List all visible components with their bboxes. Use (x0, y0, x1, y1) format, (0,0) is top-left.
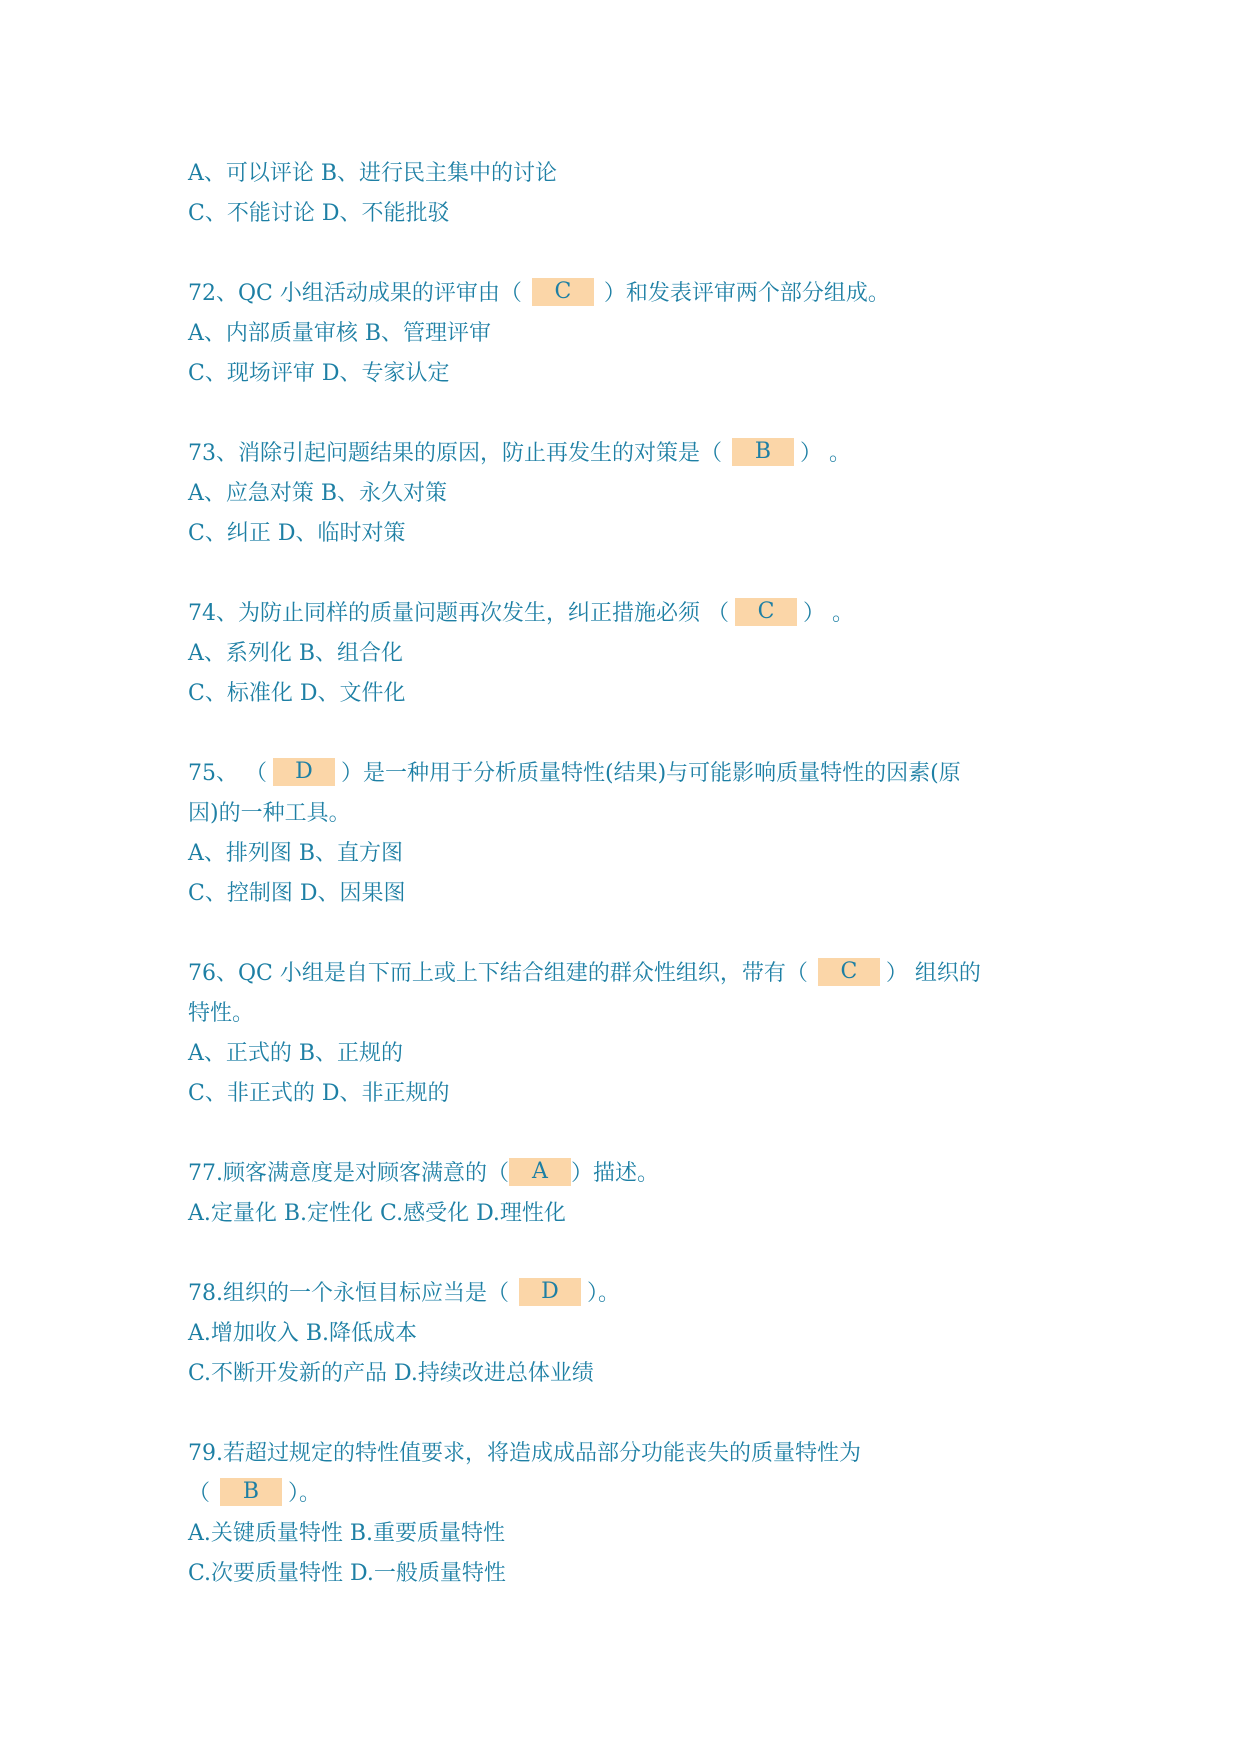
q79-options-cd: C.次要质量特性 D.一般质量特性 (188, 1561, 506, 1586)
q71-options-ab: A、可以评论 B、进行民主集中的讨论 (188, 161, 558, 186)
q79-options-ab: A.关键质量特性 B.重要质量特性 (188, 1521, 506, 1546)
q74-options-cd: C、标准化 D、文件化 (188, 681, 406, 706)
q76-stem-line2: 特性。 (188, 1001, 255, 1026)
q74-stem-before: 74、为防止同样的质量问题再次发生，纠正措施必须 （ (188, 601, 729, 626)
q77-answer-box: A (509, 1158, 571, 1186)
q76-stem (188, 959, 981, 989)
q73-stem-after: ） 。 (800, 441, 851, 466)
q72-options-ab: A、内部质量审核 B、管理评审 (188, 321, 492, 346)
q75-stem-before: 75、 （ (188, 761, 267, 786)
q77-stem-before: 77.顾客满意度是对顾客满意的（ (188, 1161, 509, 1186)
q72-stem-before: 72、QC 小组活动成果的评审由（ (188, 281, 522, 306)
q76-answer-box: C (818, 958, 880, 986)
q79-stem-after: ）。 (288, 1481, 322, 1506)
q72-options-cd: C、现场评审 D、专家认定 (188, 361, 450, 386)
q73-stem (188, 439, 851, 469)
q74-answer-box: C (735, 598, 797, 626)
q75-options-ab: A、排列图 B、直方图 (188, 841, 404, 866)
q71-options-cd: C、不能讨论 D、不能批驳 (188, 201, 450, 226)
q79-stem-line2 (188, 1479, 321, 1509)
q73-options-ab: A、应急对策 B、永久对策 (188, 481, 448, 506)
q79-stem-line1: 79.若超过规定的特性值要求，将造成成品部分功能丧失的质量特性为 (188, 1441, 861, 1466)
q76-stem-after: ） 组织的 (885, 961, 981, 986)
q79-stem-before: （ (188, 1481, 211, 1506)
q74-stem-after: ） 。 (803, 601, 854, 626)
q79-answer-box: B (220, 1478, 282, 1506)
q76-options-ab: A、正式的 B、正规的 (188, 1041, 404, 1066)
q78-stem-after: ）。 (587, 1281, 621, 1306)
q73-options-cd: C、纠正 D、临时对策 (188, 521, 406, 546)
q73-stem-before: 73、消除引起问题结果的原因，防止再发生的对策是（ (188, 441, 722, 466)
q78-options-cd: C.不断开发新的产品 D.持续改进总体业绩 (188, 1361, 594, 1386)
q72-stem (188, 279, 890, 309)
q76-stem-before: 76、QC 小组是自下而上或上下结合组建的群众性组织，带有（ (188, 961, 808, 986)
q73-answer-box: B (732, 438, 794, 466)
q72-stem-after: ）和发表评审两个部分组成。 (603, 281, 890, 306)
q77-stem (188, 1159, 659, 1189)
q76-options-cd: C、非正式的 D、非正规的 (188, 1081, 450, 1106)
q75-options-cd: C、控制图 D、因果图 (188, 881, 406, 906)
q78-answer-box: D (519, 1278, 581, 1306)
q75-stem-line2: 因)的一种工具。 (188, 801, 351, 826)
q77-stem-after: ）描述。 (571, 1161, 660, 1186)
q78-stem-before: 78.组织的一个永恒目标应当是（ (188, 1281, 509, 1306)
q74-options-ab: A、系列化 B、组合化 (188, 641, 404, 666)
q77-options: A.定量化 B.定性化 C.感受化 D.理性化 (188, 1201, 566, 1226)
q72-answer-box: C (532, 278, 594, 306)
q78-options-ab: A.增加收入 B.降低成本 (188, 1321, 418, 1346)
q75-stem-after: ）是一种用于分析质量特性(结果)与可能影响质量特性的因素(原 (341, 761, 961, 786)
q75-stem (188, 759, 961, 789)
q78-stem (188, 1279, 620, 1309)
q74-stem (188, 599, 854, 629)
q75-answer-box: D (273, 758, 335, 786)
